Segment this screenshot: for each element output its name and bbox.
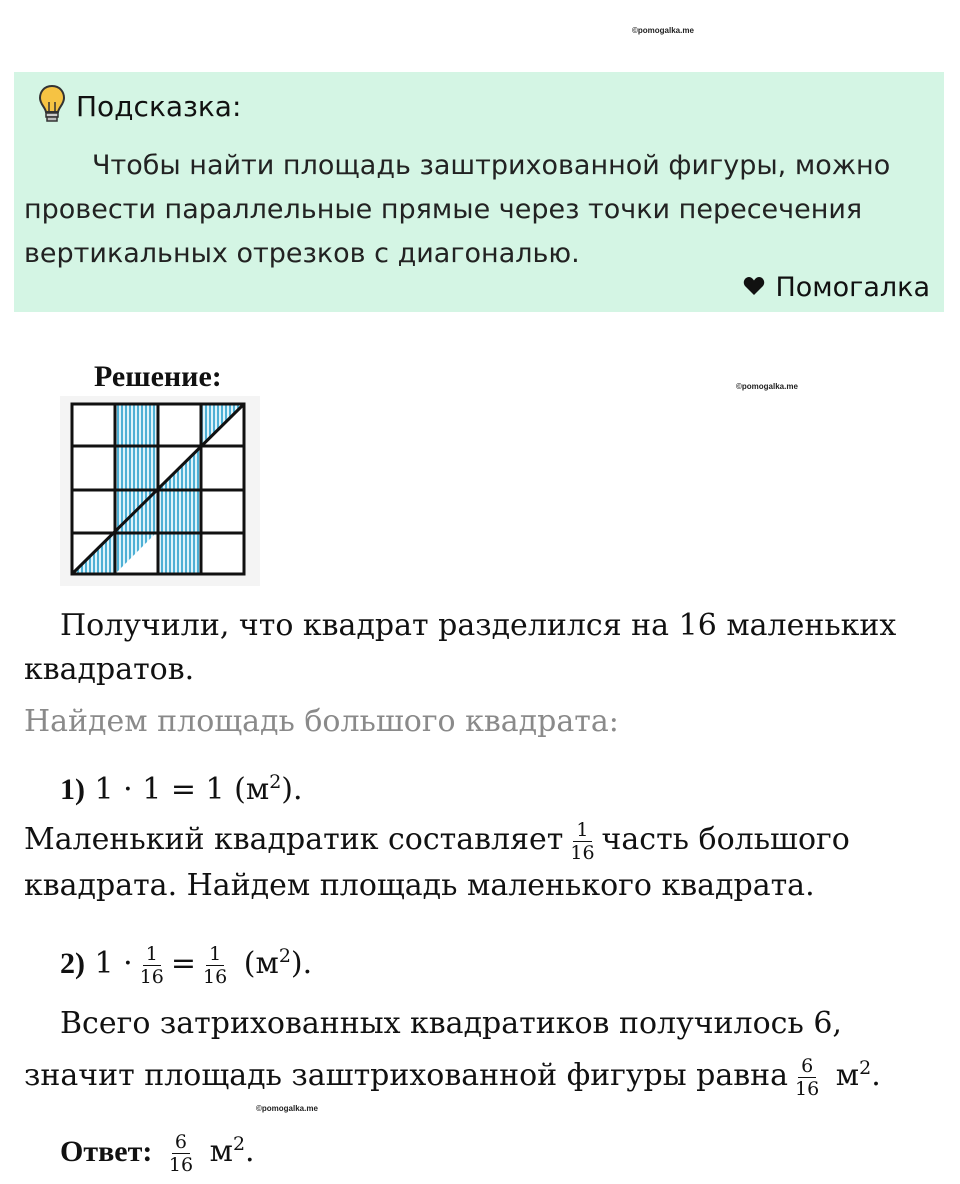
fraction-six-sixteenths: $\frac{6}{16}$ [795, 1054, 820, 1100]
step-2: 2) 1 · $\frac{1}{16}$ = $\frac{1}{16}$ $(м^2)$. [60, 942, 313, 988]
paragraph-shaded-count: Всего затрихованных квадратиков получилось 6, значит площадь заштрихованной фигуры равна $\frac{6}{16}$ $м^2$. [24, 1006, 881, 1100]
watermark-middle: ©pomogalka.me [736, 382, 798, 391]
fraction-one-sixteenth: $\frac{1}{16}$ [570, 818, 595, 864]
hint-text: Чтобы найти площадь заштрихованной фигуры, можно провести параллельные прямые через точки пересечения вертикальных отрезков с диагональю. [24, 150, 891, 269]
lightbulb-icon [38, 84, 66, 128]
answer: Ответ: $\frac{6}{16}$ $м^2$. [60, 1130, 255, 1176]
solution-title: Решение: [94, 360, 222, 393]
heart-icon [743, 272, 775, 303]
hint-header [38, 84, 241, 128]
hint-box [14, 72, 944, 312]
paragraph-find-big-area: Найдем площадь большого квадрата: [24, 704, 619, 739]
paragraph-result: Получили, что квадрат разделился на 16 маленьких квадратов. [24, 608, 897, 687]
paragraph-small-square: Маленький квадратик составляет $\frac{1}{16}$ часть большого квадрата. Найдем площадь маленького квадрата. [24, 818, 850, 903]
hint-title: Подсказка: [76, 89, 242, 123]
hatched-square-figure [60, 396, 260, 590]
watermark-top: ©pomogalka.me [632, 26, 694, 35]
watermark-bottom: ©pomogalka.me [256, 1104, 318, 1113]
step-1: 1) 1 · 1 = 1 $(м^2)$. [60, 771, 303, 807]
hint-signature: Помогалка [743, 272, 930, 303]
